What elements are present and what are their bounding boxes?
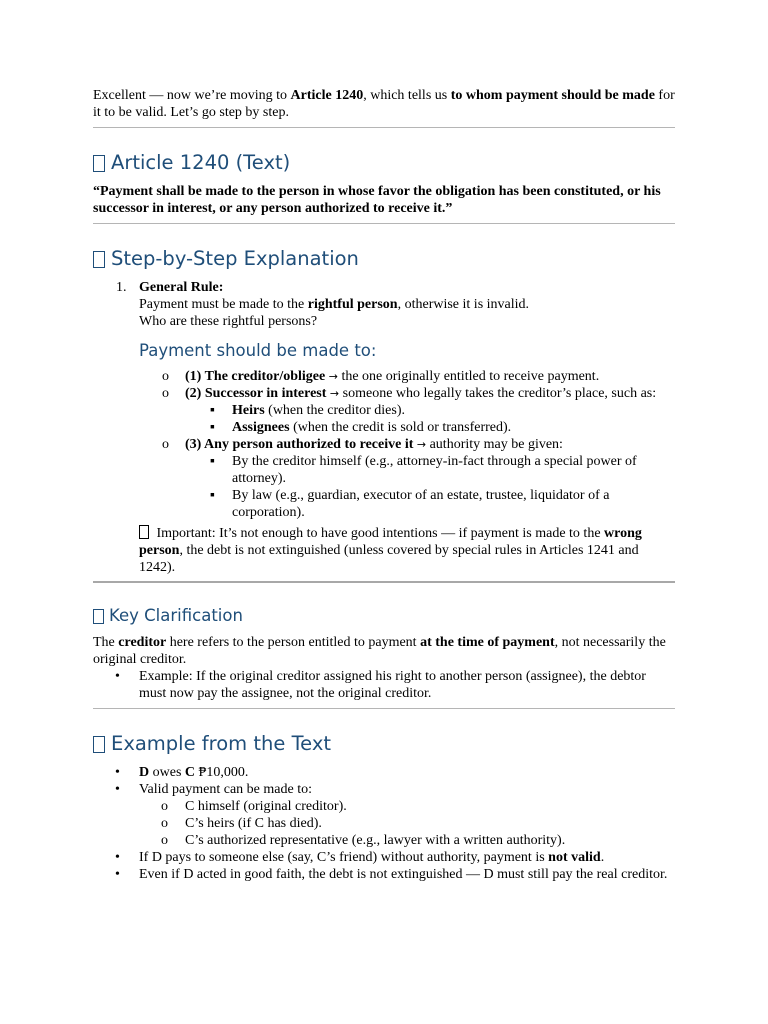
article-heading [93,151,675,175]
successor-title: Assignees [232,420,290,435]
clarification-paragraph [93,634,675,668]
successor-text: (when the credit is sold or transferred). [289,420,512,435]
payee-option-text: authority may be given: [426,437,563,452]
step-number: 1. [116,280,127,295]
step-text: , otherwise it is invalid. [397,297,530,312]
example-text: Even if D acted in good faith, the debt is not extinguished — D must still pay the real creditor. [139,867,668,882]
step-question: Who are these rightful persons? [139,314,318,329]
disc-bullet: • [115,850,120,865]
payee-option-text: the one originally entitled to receive payment. [337,369,600,384]
step-bold-text: rightful person [307,297,398,312]
intro-text: Excellent — now we’re moving to [93,88,291,103]
example-item [93,866,675,883]
payee-list [139,368,675,521]
example-bold-text: not valid [548,850,601,865]
steps-heading-text: Step-by-Step Explanation [111,247,359,270]
example-text: Valid payment can be made to: [139,782,312,797]
authority-text: By law (e.g., guardian, executor of an estate, trustee, liquidator of a corporation). [232,488,610,520]
circle-bullet: o [162,369,169,384]
intro-text: , which tells us [363,88,451,103]
step-text: Payment must be made to the [139,297,308,312]
successor-title: Heirs [232,403,265,418]
disc-bullet: • [115,867,120,882]
example-list [93,764,675,883]
step-item-1 [93,279,675,576]
step-rule-line [139,296,675,313]
example-bold-text: C [184,765,196,780]
circle-bullet: o [161,816,168,831]
square-bullet: ▪ [210,420,215,435]
disc-bullet: • [115,669,120,684]
divider [93,127,675,128]
clarification-example [93,668,675,702]
clarification-text: here refers to the person entitled to payment [166,635,421,650]
example-text: owes [149,765,185,780]
payee-option-1 [139,368,675,385]
missing-glyph-icon [139,525,149,539]
missing-glyph-icon [93,609,104,624]
example-heading [93,732,675,756]
important-text: Important: It’s not enough to have good intentions — if payment is made to the [153,526,605,541]
example-text: . [600,850,605,865]
clarification-heading-text: Key Clarification [109,606,243,625]
divider [93,708,675,709]
right-arrow-icon: → [328,370,338,383]
example-sub-item [93,815,675,832]
intro-bold-phrase: to whom payment should be made [450,88,655,103]
example-item [93,764,675,781]
document-page [93,87,675,883]
example-text: If D pays to someone else (say, C’s friend) without authority, payment is [139,850,549,865]
clarification-text: , not necessarily the original creditor. [93,635,666,667]
clarification-bold-text: at the time of payment [420,635,555,650]
payee-option-3 [139,436,675,453]
circle-bullet: o [161,833,168,848]
circle-bullet: o [161,799,168,814]
successor-text: (when the creditor dies). [264,403,405,418]
square-bullet: ▪ [210,454,215,469]
example-bold-text: D [139,765,150,780]
clarification-bold-text: creditor [118,635,167,650]
important-text: , the debt is not extinguished (unless covered by special rules in Articles 1241 and 1242). [139,543,639,575]
intro-text: for it to be valid. Let’s go step by step. [93,88,675,120]
example-sub-item [93,832,675,849]
right-arrow-icon: → [416,438,427,451]
square-bullet: ▪ [210,488,215,503]
successor-item-heirs [139,402,675,419]
payee-option-2 [139,385,675,402]
article-quote [93,183,675,217]
circle-bullet: o [162,437,169,452]
example-item [93,849,675,866]
authority-item-law [139,487,675,521]
authority-item-creditor [139,453,675,487]
example-text: ₱10,000. [195,765,249,780]
missing-glyph-icon [93,155,105,172]
clarification-example-text: Example: If the original creditor assigned his right to another person (assignee), the debtor must now pay the assignee, not the original creditor. [139,669,646,701]
successor-item-assignees [139,419,675,436]
article-heading-text: Article 1240 (Text) [111,151,291,174]
payee-option-title: (2) Successor in interest [185,386,327,401]
step-title: General Rule: [139,280,224,295]
intro-paragraph [93,87,675,121]
divider [93,581,675,583]
square-bullet: ▪ [210,403,215,418]
clarification-text: The [93,635,119,650]
example-sub-text: C’s heirs (if C has died). [185,816,322,831]
example-sub-text: C himself (original creditor). [185,799,347,814]
missing-glyph-icon [93,736,105,753]
authority-text: By the creditor himself (e.g., attorney-in-fact through a special power of attorney). [232,454,637,486]
steps-heading [93,247,675,271]
right-arrow-icon: → [329,387,340,400]
circle-bullet: o [162,386,169,401]
example-sub-item [93,798,675,815]
example-item [93,781,675,798]
payment-subheading: Payment should be made to: [139,341,377,360]
payee-option-text: someone who legally takes the creditor’s place, such as: [339,386,657,401]
payee-option-title: (3) Any person authorized to receive it [185,437,414,452]
disc-bullet: • [115,782,120,797]
payee-option-title: (1) The creditor/obligee [185,369,326,384]
important-bold-text: wrong person [139,526,642,558]
example-heading-text: Example from the Text [111,732,332,755]
clarification-heading [93,606,675,626]
important-note [139,525,675,576]
disc-bullet: • [115,765,120,780]
article-quote-text: “Payment shall be made to the person in whose favor the obligation has been constituted, or his successor in interest, or any person authorized to receive it.” [93,184,661,216]
intro-bold-article: Article 1240 [290,88,364,103]
example-sub-text: C’s authorized representative (e.g., lawyer with a written authority). [185,833,566,848]
divider [93,223,675,224]
missing-glyph-icon [93,251,105,268]
